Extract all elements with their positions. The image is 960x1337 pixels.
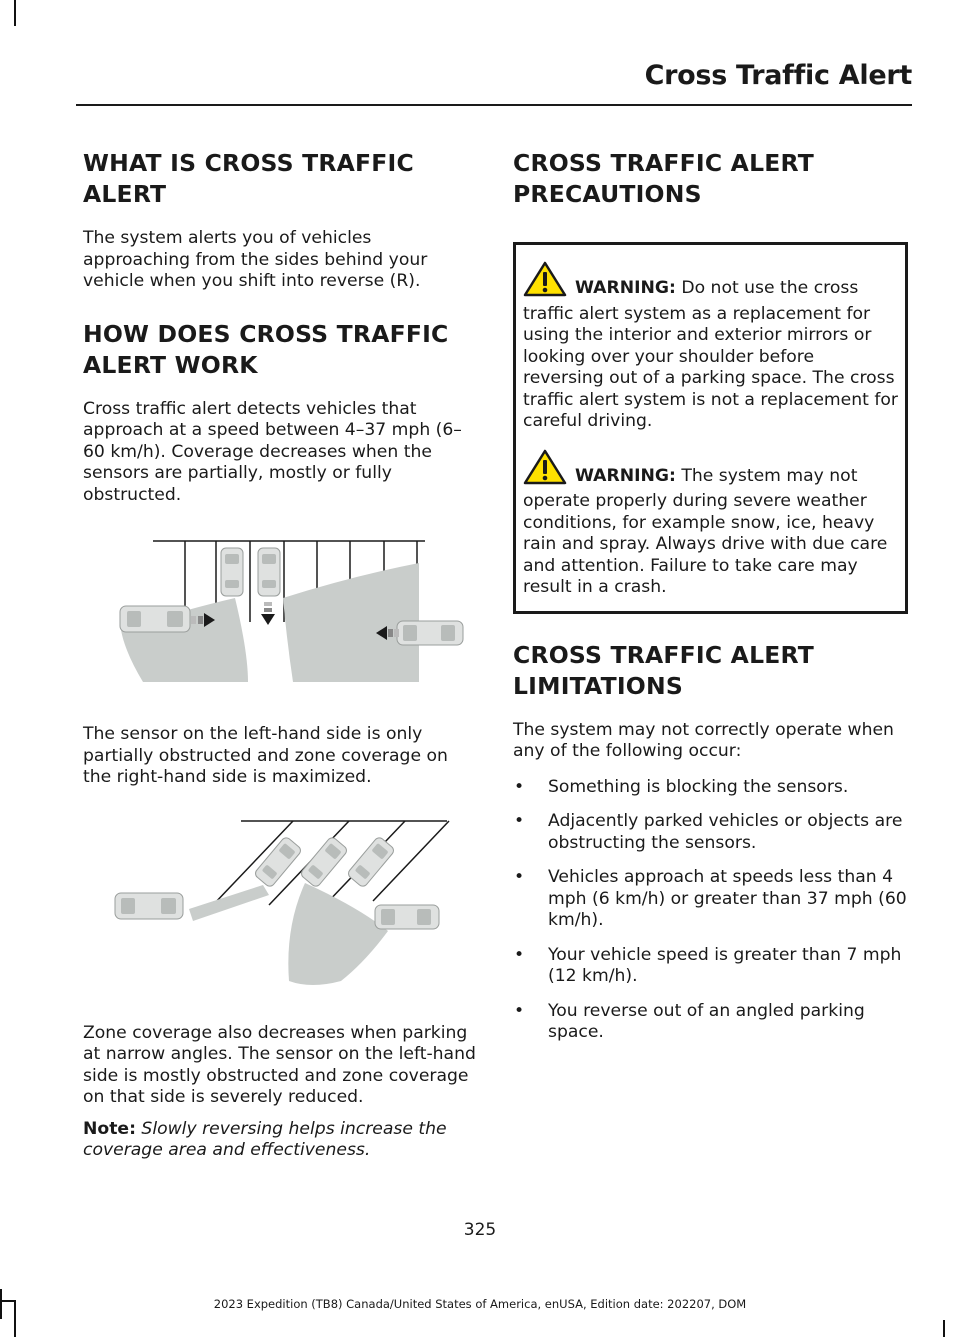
approaching-car-right [397,621,463,645]
diagram-caption-1: The sensor on the left-hand side is only partially obstructed and zone coverage on the right-hand side is maximized. [83,724,448,787]
arrow-icon [261,602,275,625]
crop-mark [943,1320,945,1337]
warning-triangle-icon [523,261,567,304]
right-column [513,148,908,1057]
precautions-heading: CROSS TRAFFIC ALERT PRECAUTIONS [513,149,814,208]
list-item: • Vehicles approach at speeds less than 4 mph (6 km/h) or greater than 37 mph (60 km/h). [513,867,908,932]
diagram-caption-2: Zone coverage also decreases when parking at narrow angles. The sensor on the left-hand side is mostly obstructed and zone coverage on that side is severely reduced. [83,1022,476,1107]
coverage-diagram-straight [83,532,478,692]
limitations-list [513,777,908,1044]
list-item: • Something is blocking the sensors. [513,777,908,799]
warning-label: WARNING: [575,278,676,298]
parked-car [347,835,396,887]
header-rule [76,104,912,106]
what-heading: WHAT IS CROSS TRAFFIC ALERT [83,149,414,208]
approaching-car-left [115,893,183,919]
note-text: Slowly reversing helps increase the coverage area and effectiveness. [83,1118,447,1160]
warning-text: Do not use the cross traffic alert system as a replacement for using the interior and exterior mirrors or looking over your shoulder before reversing out of a parking space. The cross traffic alert system is not a replacement for careful driving. [523,278,898,431]
note-label: Note: [83,1118,136,1139]
limitations-heading: CROSS TRAFFIC ALERT LIMITATIONS [513,640,814,700]
note [83,1119,478,1162]
list-item: • Adjacently parked vehicles or objects are obstructing the sensors. [513,811,908,854]
list-item: • You reverse out of an angled parking space. [513,1001,908,1044]
page-title: Cross Traffic Alert [644,60,912,91]
how-heading: HOW DOES CROSS TRAFFIC ALERT WORK [83,319,449,379]
page-number: 325 [463,1220,497,1240]
warning-item [523,261,899,433]
approaching-car-left [120,606,190,632]
how-body: Cross traffic alert detects vehicles that approach at a speed between 4–37 mph (6–60 km/h). Coverage decreases when the sensors are partially, mostly or fully obstructed. [83,398,462,505]
approaching-car-right [375,905,439,929]
parked-car [258,548,280,596]
limitations-intro: The system may not correctly operate when any of the following occur: [513,719,894,761]
warning-text: The system may not operate properly during severe weather conditions, for example snow, ice, heavy rain and spray. Always drive with due care and attention. Failure to take care may result in a crash. [523,465,888,597]
warning-label: WARNING: [575,465,676,486]
warning-box [513,242,908,614]
what-body: The system alerts you of vehicles approaching from the sides behind your vehicle when you shift into reverse (R). [83,228,428,291]
parked-car [300,835,349,887]
left-column [83,148,478,1162]
parked-car [221,548,243,596]
footer: 2023 Expedition (TB8) Canada/United States of America, enUSA, Edition date: 202207, DOM [213,1297,747,1311]
parked-car [254,835,303,887]
warning-item [523,449,899,599]
crop-mark [14,0,16,26]
list-item: • Your vehicle speed is greater than 7 mph (12 km/h). [513,945,908,988]
warning-triangle-icon [523,449,567,492]
coverage-diagram-angled [83,817,478,997]
